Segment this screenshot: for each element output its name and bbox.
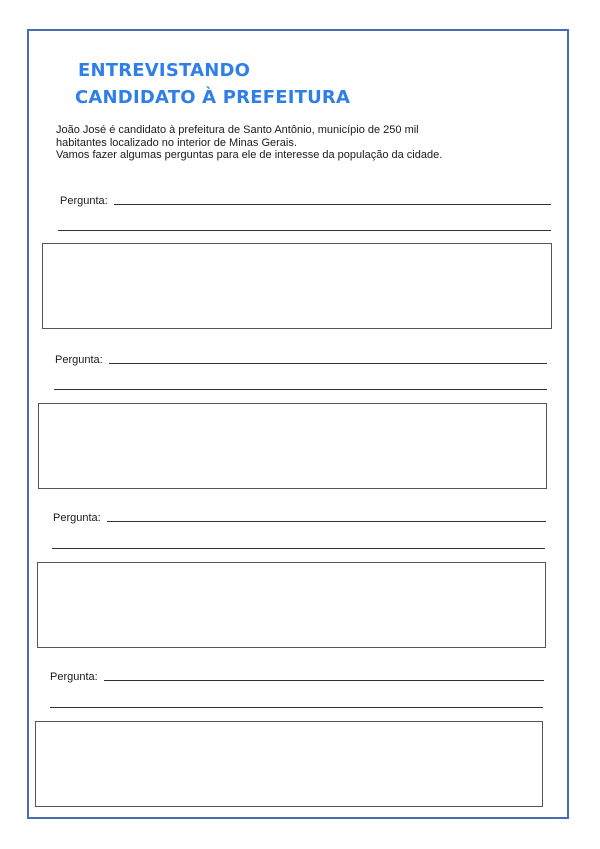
- intro-line-2: habitantes localizado no interior de Minas Gerais.: [56, 136, 297, 149]
- question-extra-line-3[interactable]: [52, 548, 545, 549]
- question-line-4[interactable]: [104, 680, 544, 681]
- question-extra-line-1[interactable]: [58, 230, 551, 231]
- question-label-2: Pergunta:: [55, 354, 103, 366]
- question-extra-line-2[interactable]: [54, 389, 547, 390]
- question-label-4: Pergunta:: [50, 671, 98, 683]
- answer-box-2[interactable]: [38, 403, 547, 489]
- title-line-2: CANDIDATO À PREFEITURA: [75, 87, 351, 108]
- intro-paragraph: [56, 124, 526, 162]
- answer-box-3[interactable]: [37, 562, 546, 648]
- question-line-2[interactable]: [109, 363, 547, 364]
- title-line-1: ENTREVISTANDO: [78, 60, 251, 81]
- intro-line-1: João José é candidato à prefeitura de Santo Antônio, município de 250 mil: [56, 124, 419, 136]
- answer-box-4[interactable]: [35, 721, 543, 807]
- intro-line-3: Vamos fazer algumas perguntas para ele de interesse da população da cidade.: [56, 149, 443, 161]
- question-label-3: Pergunta:: [53, 512, 101, 524]
- question-line-1[interactable]: [114, 204, 551, 205]
- question-extra-line-4[interactable]: [50, 707, 543, 708]
- question-line-3[interactable]: [107, 521, 546, 522]
- answer-box-1[interactable]: [42, 243, 552, 329]
- question-label-1: Pergunta:: [60, 195, 108, 207]
